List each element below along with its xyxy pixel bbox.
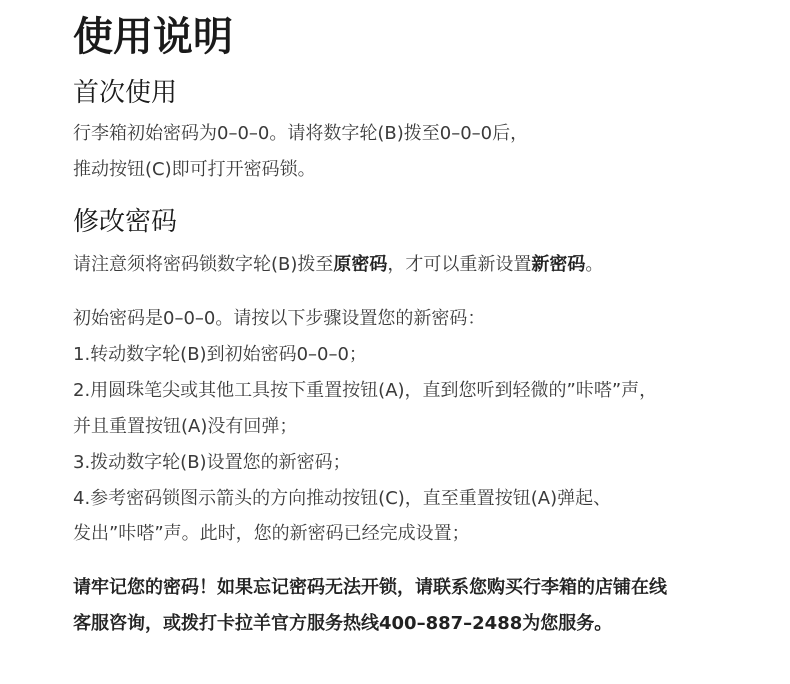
step-1: 1.转动数字轮(B)到初始密码0–0–0； [73,344,367,365]
notice-line-1: 请牢记您的密码！如果忘记密码无法开锁，请联系您购买行李箱的店铺在线 [73,577,667,598]
steps-intro: 初始密码是0–0–0。请按以下步骤设置您的新密码： [73,308,486,329]
first-use-line-2: 推动按钮(C)即可打开密码锁。 [73,159,316,180]
first-use-line-1: 行李箱初始密码为0–0–0。请将数字轮(B)拨至0–0–0后， [73,123,529,144]
change-password-intro [73,252,603,278]
section-heading-change-password: 修改密码 [73,207,178,237]
intro-suffix: 。 [585,254,604,275]
intro-middle: ，才可以重新设置 [387,254,532,275]
section-heading-first-use: 首次使用 [73,78,178,108]
page-title: 使用说明 [73,14,233,60]
step-3: 3.拨动数字轮(B)设置您的新密码； [73,452,351,473]
intro-original-password: 原密码 [333,254,388,275]
intro-new-password: 新密码 [531,254,586,275]
intro-prefix: 请注意须将密码锁数字轮(B)拨至 [73,254,334,275]
step-4-line-2: 发出”咔嗒”声。此时，您的新密码已经完成设置； [73,523,470,544]
notice-line-2: 客服咨询，或拨打卡拉羊官方服务热线400–887–2488为您服务。 [73,613,613,634]
step-2-line-2: 并且重置按钮(A)没有回弹； [73,416,298,437]
step-4-line-1: 4.参考密码锁图示箭头的方向推动按钮(C)，直至重置按钮(A)弹起、 [73,488,612,509]
step-2-line-1: 2.用圆珠笔尖或其他工具按下重置按钮(A)，直到您听到轻微的”咔嗒”声， [73,380,658,401]
